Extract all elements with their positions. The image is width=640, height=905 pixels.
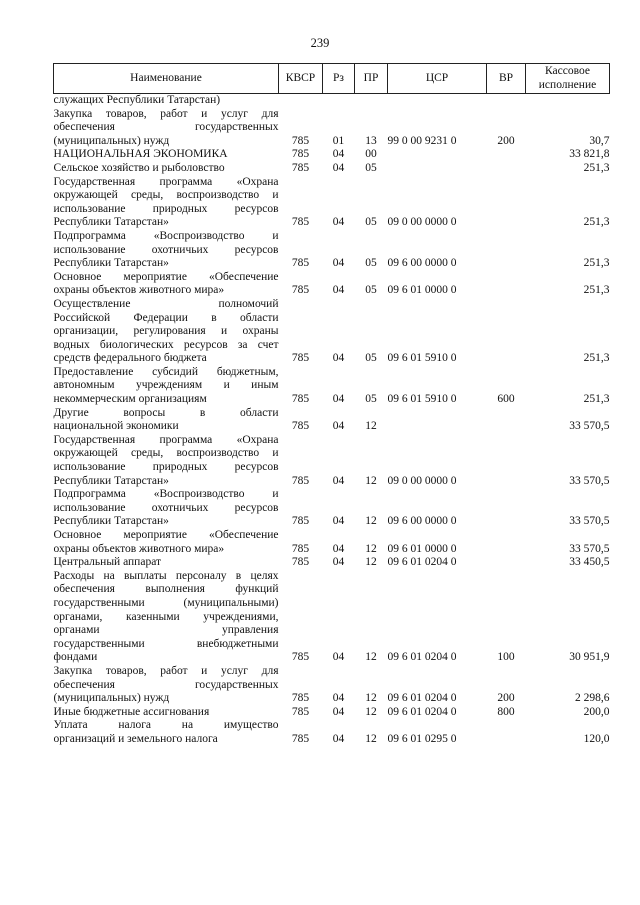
amount-cell: 200,0 bbox=[583, 705, 610, 718]
table-row bbox=[54, 298, 610, 366]
amount-cell bbox=[526, 94, 610, 108]
kvsr-cell: 785 bbox=[291, 161, 310, 174]
pr-cell: 12 bbox=[365, 420, 377, 433]
rz-cell: 04 bbox=[332, 651, 345, 664]
name-line: Расходы на выплаты персоналу в целях bbox=[53, 569, 279, 582]
name-line: Основное мероприятие «Обеспечение bbox=[53, 529, 279, 541]
table-row bbox=[54, 94, 610, 108]
table-row bbox=[54, 434, 610, 488]
table-row bbox=[54, 556, 610, 570]
csr-cell: 09 0 00 0000 0 bbox=[387, 216, 457, 229]
name-line: Осуществление полномочий bbox=[53, 297, 279, 310]
pr-cell: 13 bbox=[365, 134, 377, 147]
table-row bbox=[54, 488, 610, 529]
kvsr-cell: 785 bbox=[291, 474, 310, 487]
table-row bbox=[54, 271, 610, 298]
header-kvsr: КВСР bbox=[279, 64, 323, 94]
name-line: охраны объектов животного мира» bbox=[53, 542, 225, 555]
rz-cell: 04 bbox=[332, 556, 345, 569]
csr-cell: 09 0 00 0000 0 bbox=[387, 474, 457, 487]
rz-cell: 04 bbox=[332, 257, 345, 270]
csr-cell: 09 6 00 0000 0 bbox=[387, 257, 457, 270]
name-line: охраны объектов животного мира» bbox=[53, 284, 225, 297]
rz-cell: 04 bbox=[332, 284, 345, 297]
vr-cell bbox=[487, 148, 526, 162]
csr-cell: 09 6 01 0000 0 bbox=[387, 284, 457, 297]
vr-cell: 200 bbox=[497, 134, 515, 147]
csr-cell: 09 6 01 0204 0 bbox=[387, 692, 457, 705]
vr-cell bbox=[487, 271, 526, 298]
name-line: служащих Республики Татарстан) bbox=[53, 94, 221, 106]
amount-cell: 251,3 bbox=[583, 393, 610, 406]
vr-cell bbox=[487, 556, 526, 570]
kvsr-cell: 785 bbox=[291, 556, 310, 569]
rz-cell: 04 bbox=[332, 732, 345, 745]
name-line: использование природных ресурсов bbox=[53, 461, 279, 474]
name-line: Основное мероприятие «Обеспечение bbox=[53, 270, 279, 283]
name-line: окружающей среды, воспроизводство и bbox=[53, 189, 279, 202]
vr-cell bbox=[487, 407, 526, 434]
kvsr-cell: 785 bbox=[291, 216, 310, 229]
name-line: (муниципальных) нужд bbox=[53, 692, 170, 705]
amount-cell: 251,3 bbox=[583, 284, 610, 297]
name-line: Центральный аппарат bbox=[53, 556, 162, 569]
csr-cell: 09 6 01 0204 0 bbox=[387, 556, 457, 569]
name-cell bbox=[54, 706, 279, 720]
pr-cell: 12 bbox=[365, 556, 377, 569]
csr-cell: 09 6 01 0204 0 bbox=[387, 651, 457, 664]
name-line: обеспечения государственных bbox=[53, 121, 279, 134]
name-line: водных биологических ресурсов за счет bbox=[53, 338, 279, 351]
csr-cell: 09 6 01 0000 0 bbox=[387, 542, 457, 555]
pr-cell: 05 bbox=[365, 216, 377, 229]
vr-cell bbox=[487, 94, 526, 108]
name-line: Подпрограмма «Воспроизводство и bbox=[53, 229, 279, 242]
amount-cell: 33 821,8 bbox=[569, 148, 610, 161]
rz-cell: 04 bbox=[332, 474, 345, 487]
name-line: Другие вопросы в области bbox=[53, 406, 279, 419]
amount-cell: 33 570,5 bbox=[569, 515, 610, 528]
name-cell bbox=[54, 529, 279, 556]
amount-cell: 251,3 bbox=[583, 257, 610, 270]
csr-cell: 09 6 01 0295 0 bbox=[387, 732, 457, 745]
table-body bbox=[54, 94, 610, 747]
name-line: фондами bbox=[53, 651, 98, 664]
budget-table bbox=[53, 63, 610, 747]
pr-cell: 12 bbox=[365, 732, 377, 745]
table-row bbox=[54, 570, 610, 665]
kvsr-cell: 785 bbox=[291, 352, 310, 365]
rz-cell: 04 bbox=[332, 420, 345, 433]
pr-cell: 05 bbox=[365, 352, 377, 365]
pr-cell: 12 bbox=[365, 515, 377, 528]
amount-cell: 2 298,6 bbox=[575, 692, 610, 705]
name-line: обеспечения государственных bbox=[53, 678, 279, 691]
rz-cell: 04 bbox=[332, 161, 345, 174]
kvsr-cell: 785 bbox=[291, 732, 310, 745]
table-row bbox=[54, 176, 610, 230]
pr-cell: 12 bbox=[365, 542, 377, 555]
name-cell bbox=[54, 434, 279, 488]
vr-cell: 600 bbox=[497, 393, 515, 406]
amount-cell: 33 570,5 bbox=[569, 474, 610, 487]
name-line: Сельское хозяйство и рыболовство bbox=[53, 161, 225, 174]
pr-cell: 05 bbox=[365, 161, 377, 174]
name-cell bbox=[54, 556, 279, 570]
name-line: Республики Татарстан» bbox=[53, 474, 169, 487]
vr-cell bbox=[487, 434, 526, 488]
pr-cell: 12 bbox=[365, 474, 377, 487]
pr-cell: 12 bbox=[365, 651, 377, 664]
amount-cell: 251,3 bbox=[583, 216, 610, 229]
rz-cell: 04 bbox=[332, 542, 345, 555]
rz-cell: 04 bbox=[332, 352, 345, 365]
csr-cell bbox=[388, 148, 487, 162]
pr-cell: 05 bbox=[365, 257, 377, 270]
name-cell bbox=[54, 108, 279, 149]
csr-cell bbox=[388, 94, 487, 108]
kvsr-cell: 785 bbox=[291, 420, 310, 433]
header-pr: ПР bbox=[355, 64, 388, 94]
name-line: организации, регулирования и охраны bbox=[53, 325, 279, 338]
name-line: Государственная программа «Охрана bbox=[53, 433, 279, 446]
rz-cell: 01 bbox=[332, 134, 345, 147]
table-row bbox=[54, 665, 610, 706]
name-cell bbox=[54, 570, 279, 665]
rz-cell: 04 bbox=[332, 393, 345, 406]
header-csr: ЦСР bbox=[388, 64, 487, 94]
kvsr-cell: 785 bbox=[291, 134, 310, 147]
kvsr-cell: 785 bbox=[291, 542, 310, 555]
csr-cell: 09 6 01 0204 0 bbox=[387, 705, 457, 718]
rz-cell: 04 bbox=[332, 216, 345, 229]
name-line: использование охотничьих ресурсов bbox=[53, 501, 279, 514]
name-line: органами, казенными учреждениями, bbox=[53, 610, 279, 623]
name-cell bbox=[54, 94, 279, 108]
name-cell bbox=[54, 162, 279, 176]
kvsr-cell: 785 bbox=[291, 257, 310, 270]
pr-cell: 00 bbox=[365, 148, 377, 161]
kvsr-cell: 785 bbox=[291, 148, 310, 161]
name-line: некоммерческим организациям bbox=[53, 393, 207, 406]
name-cell bbox=[54, 488, 279, 529]
table-row bbox=[54, 366, 610, 407]
kvsr-cell: 785 bbox=[291, 651, 310, 664]
table-row bbox=[54, 706, 610, 720]
name-cell bbox=[54, 271, 279, 298]
name-cell bbox=[54, 719, 279, 746]
rz-cell: 04 bbox=[332, 692, 345, 705]
vr-cell bbox=[487, 176, 526, 230]
name-cell bbox=[54, 665, 279, 706]
header-name: Наименование bbox=[54, 64, 279, 94]
name-line: органами управления bbox=[53, 624, 279, 637]
name-line: Республики Татарстан» bbox=[53, 515, 169, 528]
table-row bbox=[54, 108, 610, 149]
amount-cell: 33 450,5 bbox=[569, 556, 610, 569]
name-line: Подпрограмма «Воспроизводство и bbox=[53, 488, 279, 501]
vr-cell bbox=[487, 529, 526, 556]
csr-cell bbox=[388, 407, 487, 434]
vr-cell: 800 bbox=[497, 705, 515, 718]
pr-cell bbox=[355, 94, 388, 108]
name-line: использование охотничьих ресурсов bbox=[53, 243, 279, 256]
rz-cell bbox=[323, 94, 355, 108]
name-cell bbox=[54, 176, 279, 230]
name-line: Закупка товаров, работ и услуг для bbox=[53, 107, 279, 120]
name-line: использование природных ресурсов bbox=[53, 202, 279, 215]
kvsr-cell: 785 bbox=[291, 692, 310, 705]
vr-cell: 200 bbox=[497, 692, 515, 705]
name-line: Республики Татарстан» bbox=[53, 216, 169, 229]
name-line: государственными (муниципальными) bbox=[53, 596, 279, 609]
name-cell bbox=[54, 230, 279, 271]
table-header-row bbox=[54, 64, 610, 94]
csr-cell: 09 6 00 0000 0 bbox=[387, 515, 457, 528]
name-line: автономным учреждениям и иным bbox=[53, 379, 279, 392]
name-cell bbox=[54, 407, 279, 434]
rz-cell: 04 bbox=[332, 148, 345, 161]
rz-cell: 04 bbox=[332, 515, 345, 528]
table-row bbox=[54, 407, 610, 434]
name-line: организаций и земельного налога bbox=[53, 732, 218, 745]
kvsr-cell: 785 bbox=[291, 284, 310, 297]
amount-cell: 251,3 bbox=[583, 352, 610, 365]
name-line: государственными внебюджетными bbox=[53, 637, 279, 650]
amount-cell: 30,7 bbox=[589, 134, 610, 147]
table-row bbox=[54, 719, 610, 746]
name-line: окружающей среды, воспроизводство и bbox=[53, 447, 279, 460]
name-line: обеспечения выполнения функций bbox=[53, 583, 279, 596]
table-row bbox=[54, 230, 610, 271]
header-rz: Рз bbox=[323, 64, 355, 94]
name-line: национальной экономики bbox=[53, 420, 179, 433]
name-cell bbox=[54, 298, 279, 366]
csr-cell: 09 6 01 5910 0 bbox=[387, 393, 457, 406]
header-vr: ВР bbox=[487, 64, 526, 94]
name-cell bbox=[54, 366, 279, 407]
name-cell bbox=[54, 148, 279, 162]
kvsr-cell bbox=[279, 94, 323, 108]
table-row bbox=[54, 162, 610, 176]
vr-cell bbox=[487, 162, 526, 176]
csr-cell: 09 6 01 5910 0 bbox=[387, 352, 457, 365]
vr-cell bbox=[487, 230, 526, 271]
kvsr-cell: 785 bbox=[291, 705, 310, 718]
vr-cell bbox=[487, 719, 526, 746]
amount-cell: 120,0 bbox=[583, 732, 610, 745]
name-line: Предоставление субсидий бюджетным, bbox=[53, 365, 279, 378]
vr-cell: 100 bbox=[497, 651, 515, 664]
name-line: средств федерального бюджета bbox=[53, 352, 207, 365]
pr-cell: 12 bbox=[365, 692, 377, 705]
name-line: НАЦИОНАЛЬНАЯ ЭКОНОМИКА bbox=[53, 148, 228, 161]
table-row bbox=[54, 529, 610, 556]
amount-cell: 30 951,9 bbox=[569, 651, 610, 664]
kvsr-cell: 785 bbox=[291, 393, 310, 406]
rz-cell: 04 bbox=[332, 705, 345, 718]
name-line: Республики Татарстан» bbox=[53, 257, 169, 270]
amount-cell: 251,3 bbox=[583, 161, 610, 174]
name-line: Государственная программа «Охрана bbox=[53, 175, 279, 188]
pr-cell: 05 bbox=[365, 393, 377, 406]
kvsr-cell: 785 bbox=[291, 515, 310, 528]
page-number: 239 bbox=[310, 36, 330, 50]
vr-cell bbox=[487, 298, 526, 366]
name-line: Закупка товаров, работ и услуг для bbox=[53, 664, 279, 677]
name-line: (муниципальных) нужд bbox=[53, 134, 170, 147]
vr-cell bbox=[487, 488, 526, 529]
header-amount: Кассовое исполнение bbox=[526, 64, 610, 94]
name-line: Иные бюджетные ассигнования bbox=[53, 705, 210, 718]
name-line: Уплата налога на имущество bbox=[53, 719, 279, 732]
csr-cell: 99 0 00 9231 0 bbox=[387, 134, 457, 147]
pr-cell: 05 bbox=[365, 284, 377, 297]
pr-cell: 12 bbox=[365, 705, 377, 718]
csr-cell bbox=[388, 162, 487, 176]
amount-cell: 33 570,5 bbox=[569, 420, 610, 433]
name-line: Российской Федерации в области bbox=[53, 311, 279, 324]
amount-cell: 33 570,5 bbox=[569, 542, 610, 555]
table-row bbox=[54, 148, 610, 162]
